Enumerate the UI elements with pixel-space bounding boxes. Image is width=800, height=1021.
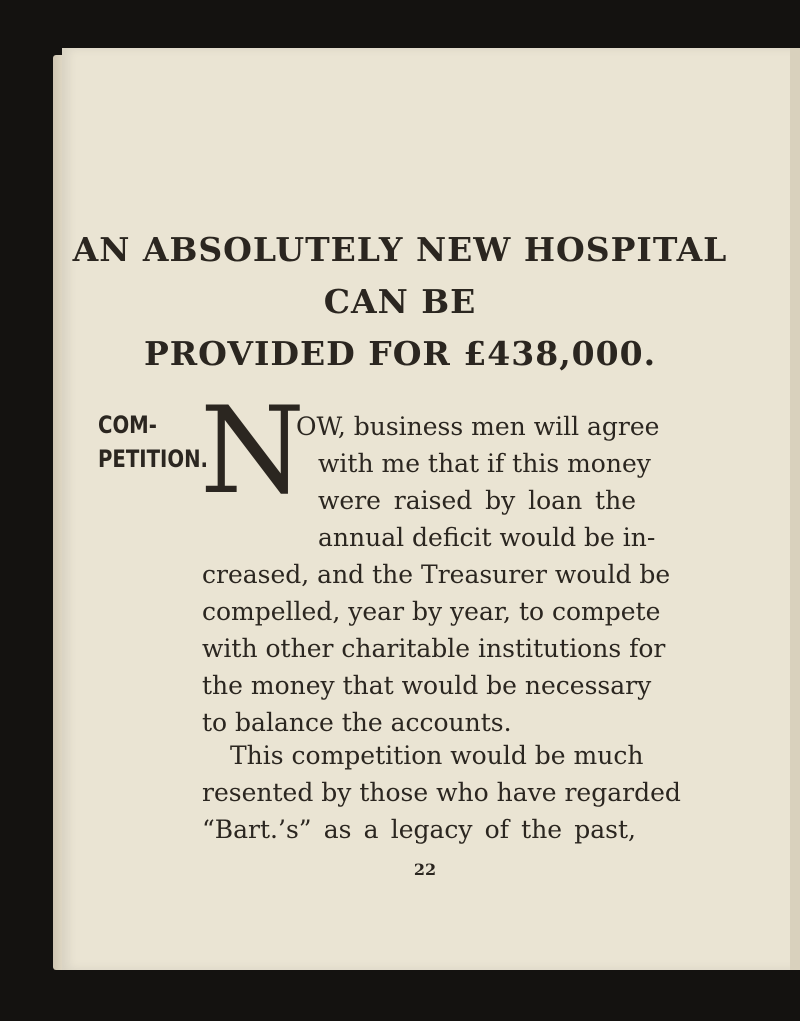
title-line-3: PROVIDED FOR £438,000.	[143, 334, 657, 373]
body-line: OW, business men will agree	[296, 412, 660, 441]
page-number: 22	[413, 860, 437, 879]
body-line: the money that would be necessary	[202, 671, 652, 700]
body-line: to balance the accounts.	[202, 708, 512, 737]
body-line: “Bart.’s” as a legacy of the past,	[202, 815, 636, 844]
title-line-2: CAN BE	[323, 282, 477, 321]
body-line: with me that if this money	[318, 449, 651, 478]
body-line: were raised by loan the	[318, 486, 636, 515]
body-line: compelled, year by year, to compete	[202, 597, 661, 626]
sidenote-line-2: PETITION.	[98, 445, 209, 473]
facing-page-edge	[790, 48, 800, 970]
drop-cap: N	[200, 382, 305, 521]
body-line: resented by those who have regarded	[202, 778, 681, 807]
title-line-1: AN ABSOLUTELY NEW HOSPITAL	[72, 230, 728, 269]
body-line: This competition would be much	[230, 741, 644, 770]
body-line: annual deficit would be in-	[318, 523, 656, 552]
sidenote-line-1: COM-	[98, 411, 157, 439]
body-line: creased, and the Treasurer would be	[202, 560, 671, 589]
body-line: with other charitable institutions for	[202, 634, 666, 663]
